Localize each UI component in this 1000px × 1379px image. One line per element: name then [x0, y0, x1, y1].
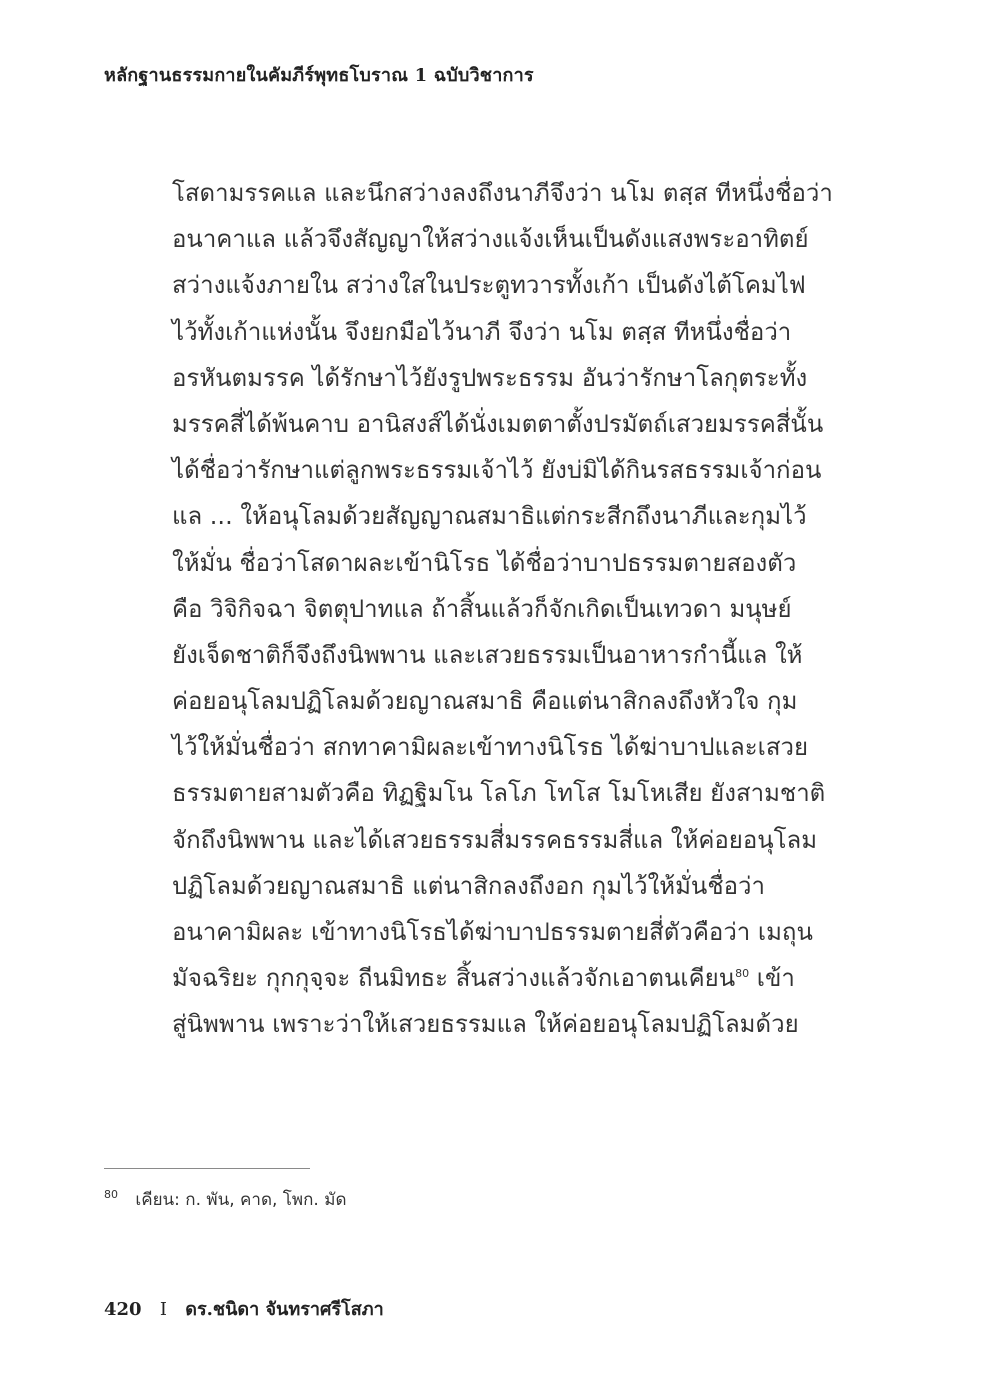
text-line: ได้ชื่อว่ารักษาแต่ลูกพระธรรมเจ้าไว้ ยังบ่มิได้กินรสธรรมเจ้าก่อน [172, 456, 822, 485]
text-line: จักถึงนิพพาน และได้เสวยธรรมสี่มรรคธรรมสี่แล ให้ค่อยอนุโลม [172, 825, 818, 854]
text-line: สู่นิพพาน เพราะว่าให้เสวยธรรมแล ให้ค่อยอนุโลมปฏิโลมด้วย [172, 1010, 799, 1039]
text-line-with-footnote [172, 955, 812, 1001]
text-line: อนาคาแล แล้วจึงสัญญาให้สว่างแจ้งเห็นเป็นดังแสงพระอาทิตย์ [172, 225, 809, 254]
text-line: ค่อยอนุโลมปฏิโลมด้วยญาณสมาธิ คือแต่นาสิกลงถึงหัวใจ กุม [172, 687, 798, 716]
text-line: อนาคามิผละ เข้าทางนิโรธได้ฆ่าบาปธรรมตายสี่ตัวคือว่า เมถุน [172, 918, 813, 946]
text-line: ไว้ให้มั่นชื่อว่า สกทาคามิผละเข้าทางนิโรธ ได้ฆ่าบาปและเสวย [172, 733, 808, 762]
text-line: ธรรมตายสามตัวคือ ทิฏฐิมโน โลโภ โทโส โมโหเสีย ยังสามชาติ [172, 779, 826, 808]
author-name: ดร.ชนิดา จันทราศรีโสภา [185, 1299, 384, 1320]
text-line: มรรคสี่ได้พ้นคาบ อานิสงส์ได้นั่งเมตตาตั้งปรมัตถ์เสวยมรรคสี่นั้น [172, 409, 824, 438]
body-text [172, 170, 833, 1048]
text-line: คือ วิจิกิจฉา จิตตุปาทแล ถ้าสิ้นแล้วก็จักเกิดเป็นเทวดา มนุษย์ [172, 594, 792, 623]
text-line: แล ... ให้อนุโลมด้วยสัญญาณสมาธิแต่กระสีกถึงนาภีและกุมไว้ [172, 502, 807, 531]
footnote [104, 1186, 347, 1213]
footnote-reference[interactable]: 80 [735, 967, 750, 981]
text-line-segment: มัจฉริยะ กุกกุจฺจะ ถีนมิทธะ สิ้นสว่างแล้วจักเอาตนเคียน [172, 964, 736, 993]
text-line: อรหันตมรรค ได้รักษาไว้ยังรูปพระธรรม อันว่ารักษาโลกุตระทั้ง [172, 363, 808, 392]
footnote-number: 80 [104, 1188, 118, 1202]
running-header: หลักฐานธรรมกายในคัมภีร์พุทธโบราณ 1 ฉบับวิชาการ [104, 65, 534, 86]
text-line: สว่างแจ้งภายใน สว่างใสในประตูทวารทั้งเก้า เป็นดังไต้โคมไฟ [172, 271, 806, 300]
text-line: ให้มั่น ชื่อว่าโสดาผละเข้านิโรธ ได้ชื่อว่าบาปธรรมตายสองตัว [172, 548, 797, 577]
text-line: ยังเจ็ดชาติก็จึงถึงนิพพาน และเสวยธรรมเป็นอาหารกำนี้แล ให้ [172, 640, 803, 669]
page-footer [104, 1294, 384, 1323]
footnote-text: เคียน: ก. พัน, คาด, โพก. มัด [135, 1190, 347, 1210]
text-line: ปฏิโลมด้วยญาณสมาธิ แต่นาสิกลงถึงอก กุมไว้ให้มั่นชื่อว่า [172, 871, 765, 900]
page-number: 420 [104, 1299, 142, 1320]
text-line-segment: เข้า [749, 964, 795, 993]
footnote-divider [104, 1168, 310, 1169]
text-line: โสดามรรคแล และนึกสว่างลงถึงนาภีจึงว่า นโม ตสฺส ทีหนึ่งชื่อว่า [172, 179, 833, 207]
footer-separator: I [159, 1299, 167, 1320]
text-line: ไว้ทั้งเก้าแห่งนั้น จึงยกมือไว้นาภี จึงว่า นโม ตสฺส ทีหนึ่งชื่อว่า [172, 317, 792, 346]
